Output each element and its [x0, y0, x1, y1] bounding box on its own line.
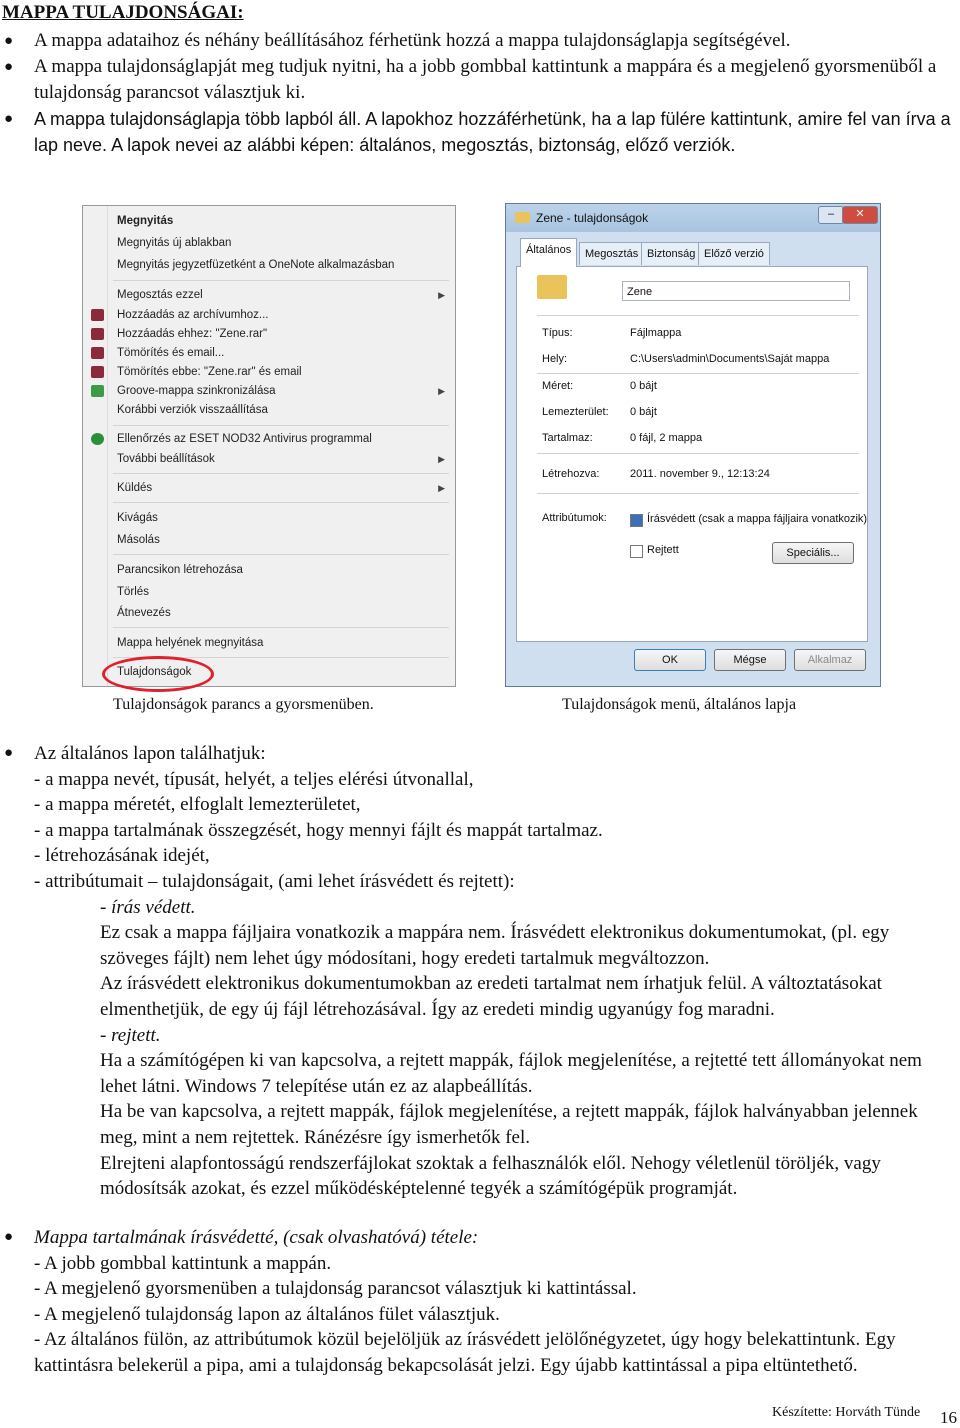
hidden-paragraph: Elrejteni alapfontosságú rendszerfájlokat szoktak a felhasználók elől. Nehogy véletlenül töröljék, vagy módosítsák azokat, és ezzel működésképtelenné tegyék a számítógépük programját.	[100, 1152, 881, 1200]
info-line: - attribútumait – tulajdonságait, (ami lehet írásvédett és rejtett):	[34, 870, 515, 892]
bullet-icon: ●	[4, 110, 14, 127]
dialog-caption: Tulajdonságok menü, általános lapja	[562, 696, 797, 713]
step-line: - A jobb gombbal kattintunk a mappán.	[34, 1252, 332, 1274]
hidden-checkbox[interactable]	[630, 545, 643, 558]
page-number: 16	[940, 1408, 957, 1427]
menu-item-delete[interactable]: Törlés	[117, 586, 149, 598]
menu-item-cut[interactable]: Kivágás	[117, 512, 158, 524]
menu-item-open-onenote[interactable]: Megnyitás jegyzetfüzetként a OneNote alkalmazásban	[117, 259, 395, 271]
attributes-label: Attribútumok:	[542, 512, 607, 524]
submenu-arrow-icon: ▶	[438, 483, 445, 493]
step-line: - A megjelenő gyorsmenüben a tulajdonság parancsot választjuk ki kattintással.	[34, 1278, 637, 1300]
menu-item-add-zene-rar[interactable]: Hozzáadás ehhez: "Zene.rar"	[117, 328, 268, 340]
list-item: ● A mappa tulajdonságlapját meg tudjuk nyitni, ha a jobb gombbal kattintunk a mappára és a megjelenő gyorsmenüből a tulajdonság parancsot választjuk ki.	[4, 56, 937, 103]
disk-size-value: 0 bájt	[630, 406, 657, 418]
hidden-label: Rejtett	[647, 544, 679, 556]
list-item: ● A mappa tulajdonságlapja több lapból áll. A lapokhoz hozzáférhetünk, ha a lap fülére kattintunk, amire fel van írva a lap neve. A lapok nevei az alábbi képen: általános, megosztás, biztonság, előző verziók.	[0, 106, 958, 158]
menu-item-create-shortcut[interactable]: Parancsikon létrehozása	[117, 564, 243, 576]
menu-divider	[113, 554, 449, 555]
bullet-icon: ●	[4, 745, 14, 761]
footer-author: Készítette: Horváth Tünde	[772, 1405, 921, 1420]
menu-item-more-settings[interactable]: További beállítások	[117, 453, 215, 465]
context-menu	[82, 205, 456, 687]
tab-previous-versions[interactable]: Előző verzió	[698, 242, 770, 265]
disk-size-label: Lemezterület:	[542, 406, 609, 418]
readonly-label: Írásvédett (csak a mappa fájljaira vonatkozik)	[647, 513, 868, 525]
menu-item-compress-zene-email[interactable]: Tömörítés ebbe: "Zene.rar" és email	[117, 366, 302, 378]
readonly-checkbox[interactable]	[630, 514, 643, 527]
contains-label: Tartalmaz:	[542, 432, 593, 444]
readonly-heading: - írás védett.	[100, 896, 196, 918]
readonly-paragraph: Az írásvédett elektronikus dokumentumokban az eredeti tartalmat nem írhatjuk felül. A változtatásokat elmenthetjük, de egy új fájl létrehozásával. Így az eredeti mindig ugyanúgy fog maradni.	[100, 973, 882, 1020]
winrar-icon	[91, 328, 104, 340]
menu-divider	[113, 473, 449, 474]
info-line: - létrehozásának idejét,	[34, 845, 210, 867]
created-label: Létrehozva:	[542, 468, 600, 480]
type-label: Típus:	[542, 327, 573, 339]
location-value: C:\Users\admin\Documents\Saját mappa	[630, 353, 830, 365]
list-item: ● Mappa tartalmának írásvédetté, (csak olvashatóvá) tétele:	[0, 1225, 958, 1251]
submenu-arrow-icon: ▶	[438, 290, 445, 300]
folder-icon	[515, 212, 530, 223]
tab-panel-general	[516, 266, 868, 642]
created-value: 2011. november 9., 12:13:24	[630, 468, 770, 480]
intro-list	[0, 28, 958, 158]
hidden-paragraph: Ha be van kapcsolva, a rejtett mappák, fájlok megjelenítése, a rejtett mappák, fájlok halványabban jelennek meg, mint a nem rejtettek. Ránézésre így ismerhetők fel.	[100, 1101, 918, 1148]
context-menu-caption: Tulajdonságok parancs a gyorsmenüben.	[113, 696, 374, 713]
location-label: Hely:	[542, 353, 568, 365]
submenu-arrow-icon: ▶	[438, 454, 445, 464]
advanced-button[interactable]: Speciális...	[772, 542, 854, 564]
page-title: MAPPA TULAJDONSÁGAI:	[2, 2, 244, 23]
bullet-icon: ●	[4, 33, 14, 49]
step-line: - Az általános fülön, az attribútumok közül bejelöljük az írásvédett jelölőnégyzetet, úgy hogy belekattintunk. Egy kattintásra belekerül a pipa, ami a tulajdonság bekapcsolását jelzi. Egy újabb kattintással a pipa eltüntethető.	[34, 1329, 896, 1376]
step-line: - A megjelenő tulajdonság lapon az általános fület választjuk.	[34, 1303, 500, 1325]
submenu-arrow-icon: ▶	[438, 386, 445, 396]
info-line: - a mappa méretét, elfoglalt lemezterületet,	[34, 794, 361, 816]
menu-item-compress-email[interactable]: Tömörítés és email...	[117, 347, 225, 359]
menu-divider	[113, 627, 449, 628]
type-value: Fájlmappa	[630, 327, 682, 339]
list-item: ● A mappa adataihoz és néhány beállításához férhetünk hozzá a mappa tulajdonságlapja segítségével.	[0, 28, 958, 54]
minimize-button[interactable]: –	[818, 206, 844, 224]
divider	[537, 493, 859, 494]
readonly-paragraph: Ez csak a mappa fájljaira vonatkozik a mappára nem. Írásvédett elektronikus dokumentumokat, (pl. egy szöveges fájlt) nem lehet úgy módosítani, hogy eredeti tartalmuk megváltozzon.	[100, 922, 890, 969]
apply-button[interactable]: Alkalmaz	[794, 649, 866, 671]
general-tab-section	[0, 741, 958, 1202]
menu-item-properties[interactable]: Tulajdonságok	[117, 666, 192, 678]
menu-item-copy[interactable]: Másolás	[117, 534, 160, 546]
menu-item-groove-sync[interactable]: Groove-mappa szinkronizálása	[117, 385, 276, 397]
info-line: - a mappa tartalmának összegzését, hogy mennyi fájlt és mappát tartalmaz.	[34, 819, 603, 841]
menu-item-open-location[interactable]: Mappa helyének megnyitása	[117, 637, 264, 649]
tab-security[interactable]: Biztonság	[641, 242, 701, 265]
bullet-icon: ●	[4, 59, 14, 75]
hidden-heading: - rejtett.	[100, 1024, 161, 1046]
menu-item-eset-scan[interactable]: Ellenőrzés az ESET NOD32 Antivirus programmal	[117, 433, 372, 445]
info-line: - a mappa nevét, típusát, helyét, a teljes elérési útvonallal,	[34, 768, 474, 790]
winrar-icon	[91, 347, 104, 359]
folder-large-icon	[537, 275, 567, 299]
cancel-button[interactable]: Mégse	[714, 649, 786, 671]
readonly-steps-section	[0, 1225, 958, 1379]
menu-item-open-new-window[interactable]: Megnyitás új ablakban	[117, 237, 232, 249]
close-button[interactable]: ✕	[842, 206, 878, 224]
menu-item-send-to[interactable]: Küldés	[117, 482, 153, 494]
eset-icon	[91, 433, 104, 445]
menu-divider	[113, 425, 449, 426]
divider	[537, 315, 859, 316]
contains-value: 0 fájl, 2 mappa	[630, 432, 703, 444]
highlight-circle	[102, 656, 214, 692]
divider	[537, 453, 859, 454]
winrar-icon	[91, 309, 104, 321]
size-label: Méret:	[542, 380, 574, 392]
winrar-icon	[91, 366, 104, 378]
tab-general[interactable]: Általános	[520, 238, 577, 267]
properties-dialog	[505, 203, 881, 687]
divider	[537, 373, 859, 374]
folder-name-input[interactable]: Zene	[622, 281, 850, 301]
menu-gutter	[107, 206, 108, 686]
list-item: ● Az általános lapon találhatjuk:	[0, 741, 958, 767]
size-value: 0 bájt	[630, 380, 657, 392]
menu-item-restore-versions[interactable]: Korábbi verziók visszaállítása	[117, 404, 268, 416]
bullet-icon: ●	[4, 1229, 14, 1245]
tab-sharing[interactable]: Megosztás	[579, 242, 644, 265]
ok-button[interactable]: OK	[634, 649, 706, 671]
hidden-paragraph: Ha a számítógépen ki van kapcsolva, a rejtett mappák, fájlok megjelenítése, a rejtetté tett állományokat nem lehet látni. Windows 7 telepítése után ez az alapbeállítás.	[100, 1050, 922, 1097]
groove-icon	[91, 385, 104, 397]
menu-divider	[113, 502, 449, 503]
menu-item-rename[interactable]: Átnevezés	[117, 607, 171, 619]
menu-item-open[interactable]: Megnyitás	[117, 215, 174, 227]
dialog-title: Zene - tulajdonságok	[536, 211, 649, 225]
menu-divider	[113, 280, 449, 281]
menu-item-share-with[interactable]: Megosztás ezzel	[117, 289, 203, 301]
menu-item-add-archive[interactable]: Hozzáadás az archívumhoz...	[117, 309, 269, 321]
